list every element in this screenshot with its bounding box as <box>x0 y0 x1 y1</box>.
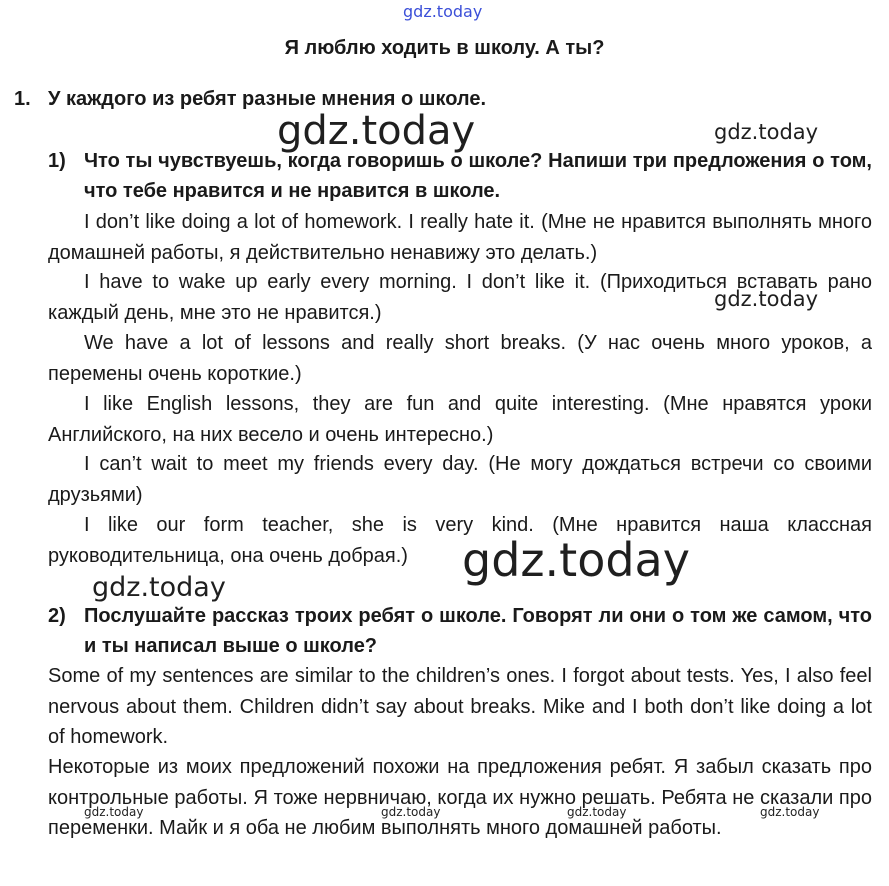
answer-sentence: I like English lessons, they are fun and quite interesting. (Мне нравятся уроки Английского, на них весело и очень интересно.) <box>48 393 872 446</box>
watermark-small: gdz.today <box>760 805 820 819</box>
watermark-top: gdz.today <box>403 2 483 21</box>
answer-sentence: I can’t wait to meet my friends every day. (Не могу дождаться встречи со своими друзьями) <box>48 453 872 506</box>
exercise-heading-text: У каждого из ребят разные мнения о школе. <box>48 88 487 110</box>
task-2 <box>48 601 872 661</box>
watermark-medium: gdz.today <box>714 287 819 311</box>
answer-2-russian: Некоторые из моих предложений похожи на предложения ребят. Я забыл сказать про контрольные работы. Я тоже нервничаю, когда их нужно решать. Ребята не сказали про переменки. Майк и я оба не любим выполнять много домашней работы. <box>48 756 872 839</box>
watermark-small: gdz.today <box>567 805 627 819</box>
task-2-number: 2) <box>48 605 66 627</box>
task-2-text: Послушайте рассказ троих ребят о школе. Говорят ли они о том же самом, что и ты написал выше о школе? <box>84 605 872 657</box>
exercise-number: 1. <box>14 88 31 110</box>
answer-sentence: I don’t like doing a lot of homework. I really hate it. (Мне не нравится выполнять много домашней работы, я действительно ненавижу это делать.) <box>48 211 872 264</box>
page-title: Я люблю ходить в школу. А ты? <box>284 37 605 59</box>
watermark-medium: gdz.today <box>714 120 819 144</box>
watermark-medium: gdz.today <box>92 572 226 603</box>
answer-2-english: Some of my sentences are similar to the children’s ones. I forgot about tests. Yes, I also feel nervous about them. Children didn’t say about breaks. Mike and I both don’t like doing a lot of homework. <box>48 665 872 748</box>
answer-sentence: We have a lot of lessons and really short breaks. (У нас очень много уроков, а перемены очень короткие.) <box>48 332 872 385</box>
watermark-large: gdz.today <box>277 108 476 154</box>
task-1-number: 1) <box>48 150 66 172</box>
task-1-text: Что ты чувствуешь, когда говоришь о школе? Напиши три предложения о том, что тебе нравится и не нравится в школе. <box>84 150 872 202</box>
answer-sentence: I have to wake up early every morning. I don’t like it. (Приходиться вставать рано каждый день, мне это не нравится.) <box>48 271 872 324</box>
answer-sentence: I like our form teacher, she is very kind. (Мне нравится наша классная руководительница, она очень добрая.) <box>48 514 872 567</box>
watermark-small: gdz.today <box>381 805 441 819</box>
watermark-large: gdz.today <box>462 533 690 587</box>
task-1 <box>48 146 872 206</box>
watermark-small: gdz.today <box>84 805 144 819</box>
